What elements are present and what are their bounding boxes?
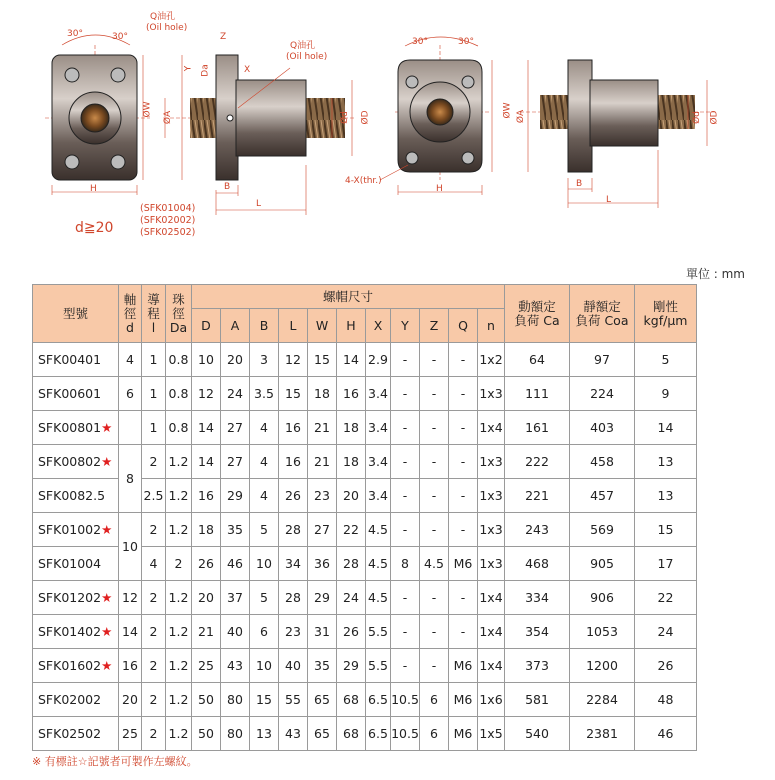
cell-Ca: 373: [505, 649, 570, 683]
cell-W: 27: [308, 513, 337, 547]
cell-B: 5: [250, 513, 279, 547]
cell-Da: 1.2: [166, 479, 192, 513]
dim-label-B: B: [224, 182, 231, 192]
oil-hole-label: Q油孔: [150, 12, 176, 22]
cell-Y: -: [391, 615, 420, 649]
cell-Z: -: [420, 411, 449, 445]
cell-model: SFK00401: [33, 343, 119, 377]
cell-D: 16: [192, 479, 221, 513]
angle-label: 30°: [412, 37, 428, 47]
cell-W: 65: [308, 717, 337, 751]
cell-H: 28: [337, 547, 366, 581]
cell-Q: -: [449, 581, 478, 615]
table-row: [33, 445, 697, 479]
cell-Z: -: [420, 377, 449, 411]
cell-Z: 6: [420, 683, 449, 717]
cell-Coa: 2381: [570, 717, 635, 751]
model-ref: (SFK02502): [140, 227, 196, 238]
cell-Coa: 905: [570, 547, 635, 581]
header-static-load: 靜額定 負荷 Coa: [570, 285, 635, 343]
cell-n: 1x3: [478, 547, 505, 581]
cell-model: SFK01402★: [33, 615, 119, 649]
cell-Y: -: [391, 513, 420, 547]
dim-label-D-2: ØD: [709, 110, 720, 125]
cell-H: 24: [337, 581, 366, 615]
cell-rig: 5: [635, 343, 697, 377]
header-L: L: [279, 309, 308, 343]
cell-H: 22: [337, 513, 366, 547]
cell-n: 1x3: [478, 479, 505, 513]
cell-Z: 4.5: [420, 547, 449, 581]
cell-d: 10: [119, 513, 142, 581]
header-H: H: [337, 309, 366, 343]
cell-n: 1x4: [478, 411, 505, 445]
table-row: [33, 343, 697, 377]
cell-B: 15: [250, 683, 279, 717]
cell-Ca: 540: [505, 717, 570, 751]
cell-Y: -: [391, 479, 420, 513]
cell-Da: 1.2: [166, 717, 192, 751]
cell-Ca: 334: [505, 581, 570, 615]
cell-Da: 1.2: [166, 683, 192, 717]
cell-Z: -: [420, 479, 449, 513]
cell-l: 2: [142, 649, 166, 683]
cell-L: 40: [279, 649, 308, 683]
cell-Q: M6: [449, 717, 478, 751]
cell-L: 28: [279, 581, 308, 615]
dim-label-X: X: [244, 65, 251, 75]
cell-L: 16: [279, 411, 308, 445]
dim-label-W: ØW: [142, 101, 153, 118]
cell-d: 25: [119, 717, 142, 751]
cell-X: 3.4: [366, 479, 391, 513]
cell-D: 26: [192, 547, 221, 581]
header-B: B: [250, 309, 279, 343]
cell-B: 5: [250, 581, 279, 615]
cell-X: 5.5: [366, 615, 391, 649]
cell-l: 1: [142, 343, 166, 377]
cell-model: SFK00601: [33, 377, 119, 411]
cell-Q: -: [449, 615, 478, 649]
cell-D: 25: [192, 649, 221, 683]
cell-rig: 17: [635, 547, 697, 581]
angle-label: 30°: [112, 32, 128, 42]
dim-label-H: H: [90, 184, 97, 194]
cell-n: 1x6: [478, 683, 505, 717]
cell-l: 2: [142, 717, 166, 751]
cell-A: 40: [221, 615, 250, 649]
cell-H: 14: [337, 343, 366, 377]
cell-X: 3.4: [366, 411, 391, 445]
cell-L: 28: [279, 513, 308, 547]
cell-Ca: 243: [505, 513, 570, 547]
cell-D: 21: [192, 615, 221, 649]
cell-model: SFK01202★: [33, 581, 119, 615]
cell-H: 16: [337, 377, 366, 411]
cell-Y: -: [391, 343, 420, 377]
cell-n: 1x3: [478, 445, 505, 479]
cell-A: 20: [221, 343, 250, 377]
cell-n: 1x5: [478, 717, 505, 751]
cell-l: 2: [142, 683, 166, 717]
dim-label-Y: Y: [183, 65, 194, 72]
thread-label: 4-X(thr.): [345, 176, 382, 186]
cell-X: 5.5: [366, 649, 391, 683]
cell-n: 1x2: [478, 343, 505, 377]
cell-H: 68: [337, 683, 366, 717]
cell-A: 46: [221, 547, 250, 581]
cell-Y: -: [391, 649, 420, 683]
cell-X: 4.5: [366, 581, 391, 615]
cell-rig: 13: [635, 479, 697, 513]
cell-Ca: 468: [505, 547, 570, 581]
cell-d: 14: [119, 615, 142, 649]
cell-Da: 1.2: [166, 513, 192, 547]
header-nut-dims: 螺帽尺寸: [192, 285, 505, 309]
cell-W: 18: [308, 377, 337, 411]
header-A: A: [221, 309, 250, 343]
cell-W: 21: [308, 445, 337, 479]
header-X: X: [366, 309, 391, 343]
cell-D: 10: [192, 343, 221, 377]
header-shaft: 軸 徑 d: [119, 285, 142, 343]
cell-X: 3.4: [366, 377, 391, 411]
cell-Da: 1.2: [166, 649, 192, 683]
cell-model: SFK02002: [33, 683, 119, 717]
dim-label-W-2: ØW: [502, 102, 513, 119]
cell-n: 1x4: [478, 581, 505, 615]
cell-Da: 1.2: [166, 445, 192, 479]
table-row: [33, 649, 697, 683]
cell-Z: -: [420, 343, 449, 377]
cell-W: 65: [308, 683, 337, 717]
cell-W: 31: [308, 615, 337, 649]
cell-L: 12: [279, 343, 308, 377]
cell-A: 24: [221, 377, 250, 411]
cell-B: 10: [250, 649, 279, 683]
cell-Y: -: [391, 445, 420, 479]
cell-d: 4: [119, 343, 142, 377]
cell-L: 23: [279, 615, 308, 649]
cell-model: SFK01004: [33, 547, 119, 581]
cell-L: 55: [279, 683, 308, 717]
cell-A: 27: [221, 411, 250, 445]
header-W: W: [308, 309, 337, 343]
table-row: [33, 615, 697, 649]
cell-n: 1x4: [478, 649, 505, 683]
left-thread-star-icon: ★: [101, 522, 113, 537]
cell-rig: 46: [635, 717, 697, 751]
cell-A: 29: [221, 479, 250, 513]
cell-Ca: 581: [505, 683, 570, 717]
unit-label: 單位 : mm: [685, 267, 745, 281]
cell-n: 1x3: [478, 513, 505, 547]
cell-model: SFK00801★: [33, 411, 119, 445]
model-ref: (SFK01004): [140, 203, 196, 214]
cell-Da: 1.2: [166, 581, 192, 615]
table-row: [33, 683, 697, 717]
header-dynamic-load: 動額定 負荷 Ca: [505, 285, 570, 343]
cell-Q: -: [449, 513, 478, 547]
cell-X: 2.9: [366, 343, 391, 377]
left-thread-star-icon: ★: [101, 624, 113, 639]
left-thread-star-icon: ★: [101, 658, 113, 673]
oil-hole-label-en: (Oil hole): [146, 23, 188, 33]
dim-label-B-2: B: [576, 179, 583, 189]
cell-B: 4: [250, 445, 279, 479]
angle-label: 30°: [67, 29, 83, 39]
oil-hole-label-2-en: (Oil hole): [286, 52, 328, 62]
cell-H: 68: [337, 717, 366, 751]
cell-Da: 0.8: [166, 377, 192, 411]
cell-L: 16: [279, 445, 308, 479]
cell-W: 29: [308, 581, 337, 615]
cell-model: SFK0082.5: [33, 479, 119, 513]
cell-Q: M6: [449, 649, 478, 683]
cell-l: 2.5: [142, 479, 166, 513]
header-rigidity: 剛性 kgf/μm: [635, 285, 697, 343]
cell-X: 6.5: [366, 717, 391, 751]
cell-l: 4: [142, 547, 166, 581]
header-Z: Z: [420, 309, 449, 343]
header-n: n: [478, 309, 505, 343]
cell-H: 26: [337, 615, 366, 649]
header-ball: 珠 徑 Da: [166, 285, 192, 343]
dim-label-L: L: [256, 199, 262, 209]
header-model: 型號: [33, 285, 119, 343]
cell-Ca: 221: [505, 479, 570, 513]
table-row: [33, 717, 697, 751]
cell-L: 15: [279, 377, 308, 411]
cell-Q: M6: [449, 683, 478, 717]
cell-D: 18: [192, 513, 221, 547]
cell-B: 4: [250, 479, 279, 513]
cell-W: 23: [308, 479, 337, 513]
cell-X: 4.5: [366, 547, 391, 581]
table-row: [33, 513, 697, 547]
angle-label: 30°: [458, 37, 474, 47]
cell-W: 21: [308, 411, 337, 445]
dim-label-H-2: H: [436, 184, 443, 194]
cell-X: 4.5: [366, 513, 391, 547]
cell-Z: -: [420, 649, 449, 683]
cell-H: 18: [337, 411, 366, 445]
cell-rig: 9: [635, 377, 697, 411]
cell-l: 2: [142, 445, 166, 479]
header-D: D: [192, 309, 221, 343]
dim-label-d-2: Ød: [691, 111, 702, 124]
dim-label-A: ØA: [163, 110, 174, 125]
cell-Z: -: [420, 445, 449, 479]
cell-H: 29: [337, 649, 366, 683]
spec-table: [32, 284, 697, 751]
cell-Q: -: [449, 343, 478, 377]
dim-label-Z: Z: [220, 32, 227, 42]
diameter-condition: d≧20: [75, 220, 114, 236]
oil-hole-label-2: Q油孔: [290, 41, 316, 51]
cell-Da: 2: [166, 547, 192, 581]
cell-A: 27: [221, 445, 250, 479]
cell-B: 10: [250, 547, 279, 581]
dim-label-d: Ød: [339, 111, 350, 124]
cell-D: 14: [192, 445, 221, 479]
cell-D: 50: [192, 717, 221, 751]
cell-Da: 0.8: [166, 411, 192, 445]
cell-Coa: 1053: [570, 615, 635, 649]
cell-L: 26: [279, 479, 308, 513]
cell-model: SFK00802★: [33, 445, 119, 479]
cell-D: 12: [192, 377, 221, 411]
cell-l: 1: [142, 377, 166, 411]
left-thread-star-icon: ★: [101, 454, 113, 469]
cell-W: 15: [308, 343, 337, 377]
cell-L: 43: [279, 717, 308, 751]
cell-A: 35: [221, 513, 250, 547]
cell-rig: 15: [635, 513, 697, 547]
cell-Coa: 458: [570, 445, 635, 479]
cell-Z: 6: [420, 717, 449, 751]
cell-Y: -: [391, 411, 420, 445]
cell-Y: -: [391, 581, 420, 615]
cell-Coa: 224: [570, 377, 635, 411]
cell-l: 2: [142, 581, 166, 615]
cell-A: 80: [221, 717, 250, 751]
cell-D: 20: [192, 581, 221, 615]
cell-Y: -: [391, 377, 420, 411]
cell-H: 20: [337, 479, 366, 513]
cell-Ca: 222: [505, 445, 570, 479]
cell-d: 12: [119, 581, 142, 615]
cell-Coa: 97: [570, 343, 635, 377]
cell-Coa: 2284: [570, 683, 635, 717]
cell-d: 20: [119, 683, 142, 717]
cell-rig: 48: [635, 683, 697, 717]
cell-n: 1x3: [478, 377, 505, 411]
cell-Coa: 906: [570, 581, 635, 615]
cell-Coa: 457: [570, 479, 635, 513]
cell-model: SFK02502: [33, 717, 119, 751]
cell-B: 4: [250, 411, 279, 445]
cell-Q: -: [449, 377, 478, 411]
cell-Y: 10.5: [391, 717, 420, 751]
cell-B: 3.5: [250, 377, 279, 411]
cell-Coa: 1200: [570, 649, 635, 683]
cell-X: 3.4: [366, 445, 391, 479]
cell-rig: 26: [635, 649, 697, 683]
cell-W: 36: [308, 547, 337, 581]
cell-Coa: 403: [570, 411, 635, 445]
cell-Y: 8: [391, 547, 420, 581]
front-view-large: [380, 37, 492, 195]
cell-A: 80: [221, 683, 250, 717]
cell-Z: -: [420, 615, 449, 649]
cell-n: 1x4: [478, 615, 505, 649]
cell-Ca: 64: [505, 343, 570, 377]
cell-rig: 22: [635, 581, 697, 615]
table-row: [33, 411, 697, 445]
cell-l: 2: [142, 513, 166, 547]
cell-Ca: 111: [505, 377, 570, 411]
cell-d: 6: [119, 377, 142, 411]
table-row: [33, 377, 697, 411]
large-models-list: [140, 203, 195, 239]
cell-model: SFK01602★: [33, 649, 119, 683]
cell-Da: 0.8: [166, 343, 192, 377]
cell-Y: 10.5: [391, 683, 420, 717]
footnote: ※ 有標註☆記號者可製作左螺紋。: [32, 755, 198, 768]
cell-B: 6: [250, 615, 279, 649]
dim-label-Da: Da: [200, 64, 211, 77]
cell-B: 13: [250, 717, 279, 751]
cell-l: 1: [142, 411, 166, 445]
cell-rig: 13: [635, 445, 697, 479]
table-row: [33, 581, 697, 615]
cell-d: [119, 411, 142, 445]
cell-Z: -: [420, 513, 449, 547]
cell-W: 35: [308, 649, 337, 683]
left-thread-star-icon: ★: [101, 590, 113, 605]
cell-Q: M6: [449, 547, 478, 581]
header-lead: 導 程 l: [142, 285, 166, 343]
cell-l: 2: [142, 615, 166, 649]
cell-Ca: 354: [505, 615, 570, 649]
cell-rig: 14: [635, 411, 697, 445]
dim-label-A-2: ØA: [516, 109, 527, 124]
dim-label-D: ØD: [360, 110, 371, 125]
cell-L: 34: [279, 547, 308, 581]
cell-H: 18: [337, 445, 366, 479]
header-Q: Q: [449, 309, 478, 343]
cell-D: 50: [192, 683, 221, 717]
cell-Q: -: [449, 445, 478, 479]
cell-Q: -: [449, 411, 478, 445]
dim-label-L-2: L: [606, 195, 612, 205]
cell-A: 37: [221, 581, 250, 615]
side-view-small: [165, 52, 355, 215]
cell-D: 14: [192, 411, 221, 445]
cell-rig: 24: [635, 615, 697, 649]
model-ref: (SFK02002): [140, 215, 196, 226]
cell-Ca: 161: [505, 411, 570, 445]
cell-A: 43: [221, 649, 250, 683]
cell-d: 8: [119, 445, 142, 513]
cell-Q: -: [449, 479, 478, 513]
header-Y: Y: [391, 309, 420, 343]
cell-d: 16: [119, 649, 142, 683]
cell-Coa: 569: [570, 513, 635, 547]
cell-B: 3: [250, 343, 279, 377]
left-thread-star-icon: ★: [101, 420, 113, 435]
cell-Z: -: [420, 581, 449, 615]
cell-X: 6.5: [366, 683, 391, 717]
cell-Da: 1.2: [166, 615, 192, 649]
side-view-large: [520, 60, 715, 208]
cell-model: SFK01002★: [33, 513, 119, 547]
